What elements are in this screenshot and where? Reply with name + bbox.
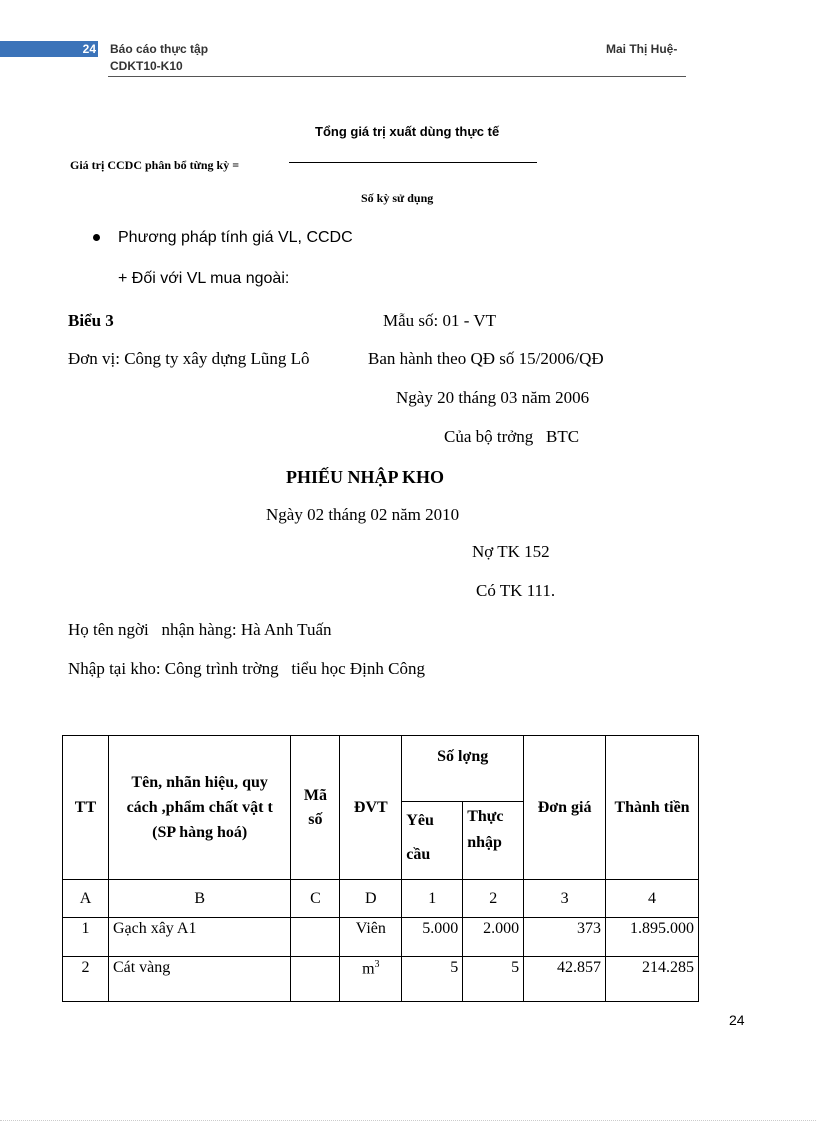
header-thuc-nhap: Thực nhập: [463, 802, 524, 880]
row-dvt: Viên: [340, 918, 402, 957]
row-dvt-exponent: 3: [374, 959, 380, 970]
receipt-table: [62, 735, 699, 1002]
row-thanh-tien: 1.895.000: [606, 918, 699, 957]
row-yeu-cau: 5: [402, 957, 463, 1002]
formula-lhs: Giá trị CCDC phân bổ từng kỳ =: [70, 158, 240, 172]
header-ma-so: Mã số: [291, 736, 340, 880]
row-don-gia: 373: [524, 918, 606, 957]
row-ma: [291, 918, 340, 957]
row-ma: [291, 957, 340, 1002]
bullet-text: Phương pháp tính giá VL, CCDC: [118, 229, 353, 246]
bullet-icon: [93, 234, 100, 241]
code-cell: B: [108, 880, 291, 918]
bieu-label: Biểu 3: [68, 311, 114, 330]
ban-hanh: Ban hành theo QĐ số 15/2006/QĐ: [368, 349, 604, 368]
code-cell: C: [291, 880, 340, 918]
row-thuc-nhap: 2.000: [463, 918, 524, 957]
row-ten: Cát vàng: [108, 957, 291, 1002]
form-date: Ngày 02 tháng 02 năm 2010: [266, 505, 460, 524]
formula-denominator: Số kỳ sử dụng: [361, 191, 434, 205]
header-page-number: 24: [82, 42, 96, 56]
table-row: [63, 957, 699, 1002]
header-tt: TT: [63, 736, 109, 880]
code-cell: 1: [402, 880, 463, 918]
table-code-row: [63, 880, 699, 918]
co-tk: Có TK 111.: [476, 581, 556, 600]
header-ten: Tên, nhãn hiệu, quy cách ,phẩm chất vật t (SP hàng hoá): [108, 736, 291, 880]
no-tk: Nợ TK 152: [472, 542, 550, 561]
row-tt: 2: [63, 957, 109, 1002]
formula-numerator: Tổng giá trị xuất dùng thực tế: [315, 124, 500, 139]
row-thuc-nhap: 5: [463, 957, 524, 1002]
code-cell: A: [63, 880, 109, 918]
header-don-gia: Đơn giá: [524, 736, 606, 880]
code-cell: D: [340, 880, 402, 918]
header-so-luong: Số lợng: [402, 736, 524, 802]
formula-fraction-line: [289, 162, 537, 163]
mau-so: Mẫu số: 01 - VT: [383, 311, 497, 330]
row-thanh-tien: 214.285: [606, 957, 699, 1002]
footer-page-number: 24: [729, 1012, 745, 1028]
form-title: PHIẾU NHẬP KHO: [286, 467, 445, 487]
header-author: Mai Thị Huệ-: [606, 42, 678, 56]
row-tt: 1: [63, 918, 109, 957]
code-cell: 2: [463, 880, 524, 918]
row-dvt: [340, 957, 402, 1002]
code-cell: 4: [606, 880, 699, 918]
row-dvt-unit: m: [362, 960, 375, 978]
cua-bo: Của bộ trởng BTC: [444, 427, 580, 446]
nguoi-nhan-hang: Họ tên ngời nhận hàng: Hà Anh Tuấn: [68, 620, 332, 639]
ngay-ban-hanh: Ngày 20 tháng 03 năm 2006: [396, 388, 590, 407]
row-yeu-cau: 5.000: [402, 918, 463, 957]
code-cell: 3: [524, 880, 606, 918]
header-yeu-cau: Yêu cầu: [402, 802, 463, 880]
header-thanh-tien: Thành tiền: [606, 736, 699, 880]
header-dvt: ĐVT: [340, 736, 402, 880]
page-bottom-border: [0, 1120, 816, 1121]
header-divider: [108, 76, 686, 77]
header-title-line1: Báo cáo thực tập: [110, 42, 209, 56]
nhap-tai-kho: Nhập tại kho: Công trình trờng tiểu học Định Công: [68, 659, 425, 678]
subitem-text: + Đối với VL mua ngoài:: [118, 270, 290, 287]
header-title-line2: CDKT10-K10: [110, 59, 183, 73]
table-header-row: [63, 736, 699, 802]
table-row: [63, 918, 699, 957]
row-ten: Gạch xây A1: [108, 918, 291, 957]
row-don-gia: 42.857: [524, 957, 606, 1002]
don-vi: Đơn vị: Công ty xây dựng Lũng Lô: [68, 349, 310, 368]
